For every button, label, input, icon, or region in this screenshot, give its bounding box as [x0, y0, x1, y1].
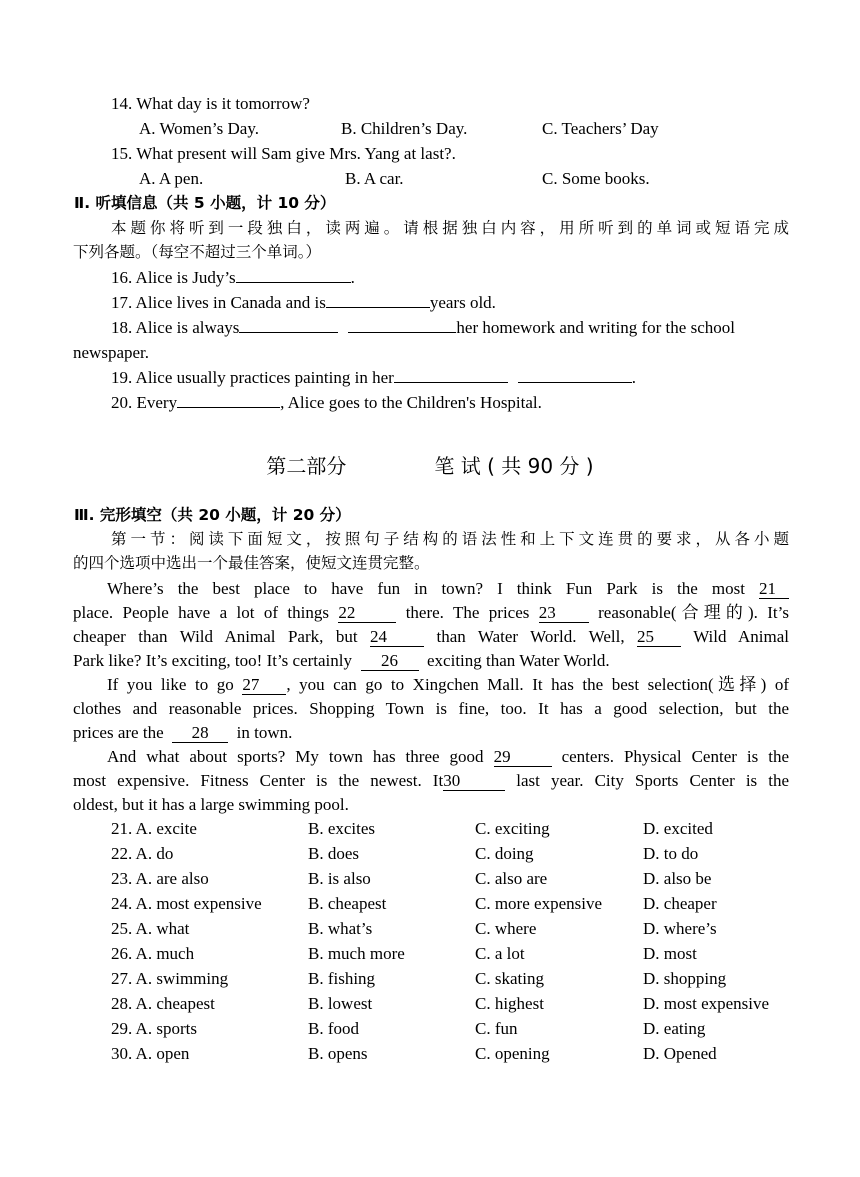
option-a: 21. A. excite — [111, 819, 197, 838]
option-a: 24. A. most expensive — [111, 894, 262, 913]
q20-text: 20. Every — [111, 393, 178, 412]
blank-26[interactable]: 26 — [361, 652, 419, 671]
question-18 — [111, 316, 735, 340]
section-3-instruction: 第一节：阅读下面短文，按照句子结构的语法性和上下文连贯的要求，从各小题 — [111, 530, 789, 548]
passage-text: , you can go to Xingchen Mall. It has the best selection(选择) of — [286, 675, 790, 694]
question-19 — [111, 366, 636, 390]
q19-text: 19. Alice usually practices painting in her — [111, 368, 394, 387]
option-c: C. doing — [475, 844, 534, 863]
q20-answer-blank[interactable] — [177, 407, 280, 408]
q18-end: her homework and writing for the school — [456, 318, 735, 337]
option-c: C. fun — [475, 1019, 518, 1038]
option-c: C. highest — [475, 994, 544, 1013]
option-a: 26. A. much — [111, 944, 195, 963]
option-b: B. food — [308, 1019, 359, 1038]
option-d: D. eating — [643, 1019, 706, 1038]
option-b: B. opens — [308, 1044, 368, 1063]
blank-22[interactable]: 22 — [338, 604, 396, 623]
option-d: D. also be — [643, 869, 712, 888]
passage-text: If you like to go — [107, 675, 234, 694]
blank-30[interactable]: 30 — [443, 772, 505, 791]
option-b: B. fishing — [308, 969, 376, 988]
blank-29[interactable]: 29 — [494, 748, 552, 767]
option-d: D. where’s — [643, 919, 717, 938]
passage-text: Where’s the best place to have fun in town? I think Fun Park is the most — [107, 579, 745, 598]
question-15: 15. What present will Sam give Mrs. Yang at last?. — [111, 144, 456, 163]
passage-line — [73, 625, 789, 649]
option-d: D. to do — [643, 844, 699, 863]
option-b: B. much more — [308, 944, 405, 963]
option-d: D. cheaper — [643, 894, 717, 913]
option-a: 25. A. what — [111, 919, 190, 938]
blank-25[interactable]: 25 — [637, 628, 681, 647]
option-b: B. excites — [308, 819, 376, 838]
option-d: D. excited — [643, 819, 713, 838]
option-c: C. also are — [475, 869, 548, 888]
option-a: 27. A. swimming — [111, 969, 229, 988]
passage-text: Park like? It’s exciting, too! It’s certainly — [73, 651, 353, 670]
passage-line — [107, 745, 789, 769]
part-2-name: 第二部分 — [266, 454, 347, 478]
passage-text: And what about sports? My town has three good — [107, 747, 484, 766]
passage-text: prices are the — [73, 723, 164, 742]
q15-option-b: B. A car. — [345, 169, 404, 188]
q18-answer-blank-1[interactable] — [239, 332, 338, 333]
passage-line: clothes and reasonable prices. Shopping Town is fine, too. It has a good selection, but the — [73, 699, 789, 718]
blank-27[interactable]: 27 — [242, 676, 286, 695]
section-3-heading: Ⅲ. 完形填空（共 20 小题，计 20 分） — [74, 506, 351, 524]
passage-line — [73, 721, 292, 745]
passage-line: oldest, but it has a large swimming pool. — [73, 795, 349, 814]
option-d: D. shopping — [643, 969, 727, 988]
passage-line — [73, 769, 789, 793]
passage-text: last year. City Sports Center is the — [516, 771, 790, 790]
q14-option-a: A. Women’s Day. — [139, 119, 259, 138]
q18-text: 18. Alice is always — [111, 318, 240, 337]
q19-end: . — [631, 368, 637, 387]
blank-23[interactable]: 23 — [539, 604, 589, 623]
q15-option-c: C. Some books. — [542, 169, 650, 188]
q16-end: . — [350, 268, 355, 287]
option-d: D. Opened — [643, 1044, 717, 1063]
blank-24[interactable]: 24 — [370, 628, 424, 647]
section-2-instruction-cont: 下列各题。（每空不超过三个单词。） — [73, 243, 322, 261]
passage-text: most expensive. Fitness Center is the newest. It — [73, 771, 444, 790]
q17-answer-blank[interactable] — [326, 307, 430, 308]
blank-28[interactable]: 28 — [172, 724, 228, 743]
passage-text: place. People have a lot of things — [73, 603, 329, 622]
question-16 — [111, 266, 355, 290]
passage-text: cheaper than Wild Animal Park, but — [73, 627, 358, 646]
q17-end: years old. — [429, 293, 496, 312]
part-2-subtitle: 笔 试 ( 共 90 分 ) — [434, 454, 594, 478]
question-20 — [111, 391, 542, 415]
passage-text: than Water World. Well, — [436, 627, 625, 646]
section-3-instruction-cont: 的四个选项中选出一个最佳答案，使短文连贯完整。 — [73, 554, 430, 572]
option-a: 30. A. open — [111, 1044, 190, 1063]
option-c: C. exciting — [475, 819, 550, 838]
option-b: B. lowest — [308, 994, 373, 1013]
option-d: D. most expensive — [643, 994, 770, 1013]
q20-end: , Alice goes to the Children's Hospital. — [280, 393, 542, 412]
q18-answer-blank-2[interactable] — [348, 332, 456, 333]
q17-text: 17. Alice lives in Canada and is — [111, 293, 326, 312]
passage-text: exciting than Water World. — [427, 651, 610, 670]
option-b: B. does — [308, 844, 359, 863]
passage-text: Wild Animal — [693, 627, 790, 646]
option-c: C. skating — [475, 969, 544, 988]
option-c: C. opening — [475, 1044, 550, 1063]
q19-answer-blank-2[interactable] — [518, 382, 632, 383]
option-a: 29. A. sports — [111, 1019, 197, 1038]
part-2-title — [0, 452, 860, 480]
option-c: C. more expensive — [475, 894, 602, 913]
passage-text: reasonable(合理的). It’s — [598, 603, 789, 622]
question-17 — [111, 291, 496, 315]
option-b: B. is also — [308, 869, 371, 888]
option-a: 28. A. cheapest — [111, 994, 215, 1013]
q16-text: 16. Alice is Judy’s — [111, 268, 236, 287]
section-2-instruction: 本题你将听到一段独白，读两遍。请根据独白内容，用所听到的单词或短语完成 — [111, 219, 789, 237]
passage-text: centers. Physical Center is the — [561, 747, 790, 766]
option-b: B. cheapest — [308, 894, 387, 913]
passage-line — [73, 601, 789, 625]
option-a: 23. A. are also — [111, 869, 209, 888]
q16-answer-blank[interactable] — [236, 282, 351, 283]
blank-21[interactable]: 21 — [759, 580, 789, 599]
section-2-heading: Ⅱ. 听填信息（共 5 小题，计 10 分） — [74, 194, 336, 212]
passage-text: there. The prices — [405, 603, 530, 622]
question-14: 14. What day is it tomorrow? — [111, 94, 310, 113]
passage-line — [73, 649, 610, 673]
option-c: C. where — [475, 919, 537, 938]
q19-answer-blank-1[interactable] — [394, 382, 508, 383]
option-b: B. what’s — [308, 919, 373, 938]
passage-line — [107, 577, 789, 601]
option-a: 22. A. do — [111, 844, 174, 863]
q18-continuation: newspaper. — [73, 343, 150, 362]
q14-option-b: B. Children’s Day. — [341, 119, 468, 138]
q15-option-a: A. A pen. — [139, 169, 204, 188]
q14-option-c: C. Teachers’ Day — [542, 119, 659, 138]
passage-text: in town. — [236, 723, 293, 742]
option-d: D. most — [643, 944, 697, 963]
option-c: C. a lot — [475, 944, 525, 963]
passage-line — [107, 673, 789, 697]
